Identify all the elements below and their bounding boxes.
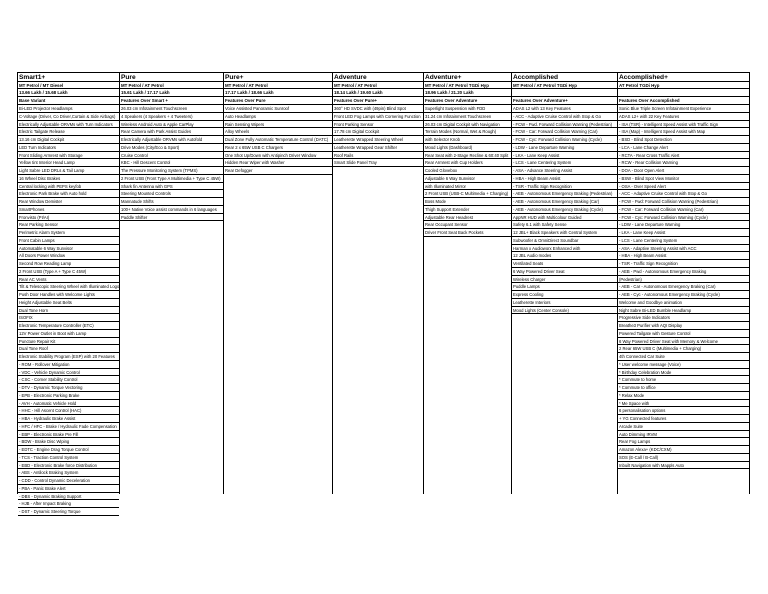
feature-item: - HBA - High Beam Assist	[618, 252, 749, 260]
features-header: Base Variant	[18, 97, 119, 105]
feature-item: Amazon Alexa+ (KDC/CXM)	[618, 446, 749, 454]
feature-item: - EPB - Electronic Parking Brake	[18, 392, 119, 400]
feature-item: Push Door Handles with Welcome Lights	[18, 291, 119, 299]
feature-item: Steering Mounted Controls	[120, 190, 223, 198]
feature-item: - LCS - Lane Centering System	[512, 159, 617, 167]
feature-item: - LDW - Lane Departure Warning	[618, 221, 749, 229]
feature-item: - ISA (Map) - Intelligent Speed Assist with Map	[618, 128, 749, 136]
feature-item: 6 Way Powered Driver Seat	[512, 268, 617, 276]
feature-item: - CDD - Control Dynamic Deceleration	[18, 477, 119, 485]
feature-item: Dual Tone Horn	[18, 307, 119, 315]
feature-item: * User welcome message (Voice)	[618, 361, 749, 369]
feature-item: Central locking with PEPS keyfob	[18, 183, 119, 191]
feature-item: - EDTC - Engine Drag Torque Control	[18, 446, 119, 454]
engine-options: MT Petrol / AT Petrol	[224, 82, 332, 89]
feature-item: - LKA - Lane Keep Assist	[618, 229, 749, 237]
feature-item: - DST - Dynamic Steering Torque	[18, 508, 119, 516]
variant-name: Accomplished	[512, 72, 617, 82]
variant-name: Pure	[120, 72, 223, 82]
feature-item: LED Turn Indicators	[18, 144, 119, 152]
variant-column	[120, 72, 224, 494]
feature-item: ADAS L2+ with 22 Key Features	[618, 113, 749, 121]
feature-item: - AEB - Autonomous Emergency Braking (Cycle)	[512, 206, 617, 214]
feature-item: The Pressure Monitoring System (TPMS)	[120, 167, 223, 175]
feature-item: Progressive Side Indicators	[618, 314, 749, 322]
feature-item: Smart Slide Panel Tray	[333, 159, 423, 167]
feature-item: 12 JBL+ Black Speakers with Central System	[512, 229, 617, 237]
feature-item: AppNR HUD with Multicolour Guided	[512, 214, 617, 222]
feature-item: Rear AC Vents	[18, 276, 119, 284]
variant-column	[224, 72, 333, 494]
features-header: Features Over Pure	[224, 97, 332, 105]
feature-item: Express Cooling	[512, 291, 617, 299]
feature-item: SOS (E-Call / B-Call)	[618, 454, 749, 462]
feature-item: with Illuminated Mirror	[424, 183, 511, 191]
feature-item: - OSA - Over Speed Alert	[618, 183, 749, 191]
feature-item: Rear Seat with 2-Stage Recline & 60:40 Split	[424, 152, 511, 160]
engine-options: MT Petrol / AT Petrol TGDi Hyp	[424, 82, 511, 89]
feature-item: Ventilated Seats	[512, 260, 617, 268]
feature-item: - HBA - High Beam Assist	[512, 175, 617, 183]
feature-item: + YG Connected features	[618, 415, 749, 423]
feature-item: 12 JBL Audio modes	[512, 252, 617, 260]
variant-name: Accomplished+	[618, 72, 749, 82]
feature-item: * Commute to home	[618, 376, 749, 384]
feature-item: - FCW - Cyc: Forward Collision Warning (Cycle)	[618, 214, 749, 222]
feature-item: Electronic Temperature Controller (ETC)	[18, 322, 119, 330]
feature-item: - FCW - Fwd: Forward Collision Warning (Pedestrian)	[618, 198, 749, 206]
feature-item: Arcade Suite	[618, 423, 749, 431]
engine-options: MT Petrol / AT Petrol	[120, 82, 223, 89]
variant-column	[17, 72, 120, 514]
engine-options: AT Petrol TGDi Hyp	[618, 82, 749, 89]
feature-item: Leatherette Interiors	[512, 299, 617, 307]
feature-item: - DTV - Dynamic Torque Vectoring	[18, 384, 119, 392]
feature-item: Terrain Modes (Normal, Wet & Rough)	[424, 128, 511, 136]
feature-item: - FCW - Car: Forward Collision Warning (Car)	[512, 128, 617, 136]
feature-item: 12V Power Outlet in Boot with Lamp	[18, 330, 119, 338]
feature-item: Sonic Blue Triple Screen Infotainment Experience	[618, 105, 749, 113]
feature-item: Rain Sensing Wipers	[224, 121, 332, 129]
feature-item: Night Sabre Bi-LED Bumble Headlamp	[618, 307, 749, 315]
feature-item: - TSR - Traffic Sign Recognition	[618, 260, 749, 268]
feature-item: Rear Defogger	[224, 167, 332, 175]
feature-item: Breathe3 Purifier with AQI Display	[618, 322, 749, 330]
feature-item: - ROM - Rollover Mitigation	[18, 361, 119, 369]
feature-item: Mannatude Shifts	[120, 198, 223, 206]
feature-item: - FCW - Car: Forward Collision Warning (Car)	[618, 206, 749, 214]
feature-item: Leatherette Wrapped Steering Wheel	[333, 136, 423, 144]
feature-item: Front LED Fog Lamps with Cornering Function	[333, 113, 423, 121]
feature-item: Automatable 6 Way Sunvisor	[18, 245, 119, 253]
variant-column	[333, 72, 424, 494]
feature-item: with Selector Knob	[424, 136, 511, 144]
feature-item: 2 Front USB (USB-C Multimedia + Charging)	[424, 190, 511, 198]
feature-item: Cooled Glovebox	[424, 167, 511, 175]
feature-item: All Doors Power Window	[18, 252, 119, 260]
feature-item: Boss Mode	[424, 198, 511, 206]
feature-item: Rear Camera with Park Assist Guides	[120, 128, 223, 136]
feature-item: Wireless Android Auto & Apple CarPlay	[120, 121, 223, 129]
feature-item: Height Adjustable Seat Belts	[18, 299, 119, 307]
feature-item: Second Row Reading Lamp	[18, 260, 119, 268]
feature-item: Driver Front Seat Back Pockets	[424, 229, 511, 237]
price-range	[512, 89, 617, 97]
feature-item: * Birthday Celebration Mode	[618, 369, 749, 377]
feature-item: Mood Lights (Dashboard)	[424, 144, 511, 152]
price-range: 18.14 Lakh / 19.60 Lakh	[333, 89, 423, 97]
feature-item: - AEB - Autonomous Emergency Braking (Pedestrian)	[512, 190, 617, 198]
feature-item: Front Cabin Lamps	[18, 237, 119, 245]
feature-item: - EBP - Electronic Brake Pre Fill	[18, 431, 119, 439]
feature-item: * Commute to office	[618, 384, 749, 392]
feature-item: Safety 6.1 with Safety Sense	[512, 221, 617, 229]
feature-item: - FCW - Cyc: Forward Collision Warning (Cycle)	[512, 136, 617, 144]
feature-item: - AEB - Cyc - Autonomous Emergency Braking (Cycle)	[618, 291, 749, 299]
variant-column	[618, 72, 750, 494]
feature-item: - BSD - Blind Spot Detection	[618, 136, 749, 144]
feature-item: 6 Way Powered Driver Seat with Memory & Welcome	[618, 338, 749, 346]
feature-item: - DOA - Door Open Alert	[618, 167, 749, 175]
feature-item: Yellow tint Interior Head Lamp	[18, 159, 119, 167]
feature-item: Hidden Rear Wiper with Washer	[224, 159, 332, 167]
feature-item: - HHC - Hill Ascent Control (HAC)	[18, 407, 119, 415]
feature-item: - EBD - Electronic Brake force Distribution	[18, 462, 119, 470]
feature-item: - ASA - Advance Steering Assist	[512, 167, 617, 175]
feature-item: - BDW - Brake Disc Wiping	[18, 438, 119, 446]
feature-item: - LDW - Lane Departure Warning	[512, 144, 617, 152]
feature-item: Rear Parking Sensor	[18, 221, 119, 229]
feature-item: Subwoofer & OmniDirect Soundbar	[512, 237, 617, 245]
feature-item: Fronvisto (PI/AI)	[18, 214, 119, 222]
feature-item: KBC - Hill Descent Control	[120, 159, 223, 167]
feature-item: Paddle Shifter	[120, 214, 223, 222]
feature-item: - AEB - Autonomous Emergency Braking (Car)	[512, 198, 617, 206]
feature-item: Electronic Park Brake with Auto hold	[18, 190, 119, 198]
feature-item: Rear Occupant Sensor	[424, 221, 511, 229]
variant-comparison-table	[17, 72, 750, 514]
feature-item: - DBS - Dynamic Braking Support	[18, 493, 119, 501]
feature-item: - TCS - Traction Control System	[18, 454, 119, 462]
feature-item: 31.24 cm Infotainment Touchscreen	[424, 113, 511, 121]
feature-item: - TSR - Traffic Sign Recognition	[512, 183, 617, 191]
variant-column	[424, 72, 512, 494]
feature-item: (Pedestrian)	[618, 276, 749, 284]
price-range: 13.66 Lakh / 15.68 Lakh	[18, 89, 119, 97]
feature-item: - AEB - Pwd - Autonomous Emergency Braking	[618, 268, 749, 276]
feature-item: - LCS - Lane Centering System	[618, 237, 749, 245]
feature-item: Puncture Repair Kit	[18, 338, 119, 346]
feature-item: Puddle Lamps	[512, 283, 617, 291]
feature-item: 13.16 cm Digital Cockpit	[18, 136, 119, 144]
variant-name: Pure+	[224, 72, 332, 82]
feature-item: - AEB - Car - Autonomous Emergency Braking (Car)	[618, 283, 749, 291]
price-range: 15.61 Lakh / 17.17 Lakh	[120, 89, 223, 97]
feature-item: Voice Assisted Panoramic Sunroof	[224, 105, 332, 113]
feature-item: Shark fin Antenna with GPS	[120, 183, 223, 191]
feature-item: Powered Tailgate with Gesture Control	[618, 330, 749, 338]
feature-item: - ABS - Antilock Braking System	[18, 469, 119, 477]
feature-item: ADAS L2 with 13 Key Features	[512, 105, 617, 113]
feature-item: 26.03 cm Infotainment Touchscreen	[120, 105, 223, 113]
feature-item: - VDC - Vehicle Dynamic Control	[18, 369, 119, 377]
feature-item: - RCTA - Rear Cross Traffic Alert	[618, 152, 749, 160]
feature-item: - BSW - Blind Spot View Monitor	[618, 175, 749, 183]
feature-item: 4 Speakers (4 Speakers + 4 Tweeters)	[120, 113, 223, 121]
feature-item: - CSC - Corner Stability Control	[18, 376, 119, 384]
feature-item: Rear Armrest with Cup Holders	[424, 159, 511, 167]
features-header: Features Over Smart +	[120, 97, 223, 105]
feature-item: C-Voltage (Driver, Co Driver,Curtain & Side Airbags)	[18, 113, 119, 121]
feature-item: - ISA (TSR) - Intelligent Speed Assist with Traffic Sign	[618, 121, 749, 129]
feature-item: Adjustable Rear Headrest	[424, 214, 511, 222]
feature-item: Inbuilt Navigation with Mappls Auto	[618, 462, 749, 470]
feature-item: Dual Zone Fully Automatic Temperature Control (DATC)	[224, 136, 332, 144]
features-header: Features Over Accomplished	[618, 97, 749, 105]
feature-item: Perimetric Alarm System	[18, 229, 119, 237]
feature-item: Rear Fog Lamps	[618, 438, 749, 446]
feature-item: - PBA - Panic Brake Alert	[18, 485, 119, 493]
feature-item: Auto Headlamps	[224, 113, 332, 121]
feature-item: Electrically Adjustable ORVMs with Autofold	[120, 136, 223, 144]
feature-item: - ACC - Adaptive Cruise Control with Stop & Go	[618, 190, 749, 198]
feature-item: 16 Wheel Disc Brakes	[18, 175, 119, 183]
feature-item: Rear Window Demister	[18, 198, 119, 206]
feature-item: Dual Tone Roof	[18, 345, 119, 353]
feature-item: Electric Tailgate Release	[18, 128, 119, 136]
feature-item: Wireless Charger	[512, 276, 617, 284]
variant-name: Adventure	[333, 72, 423, 82]
feature-item: Auto Dimming IRVM	[618, 431, 749, 439]
feature-item: Light Sabre LED DRLs & Tail Lamp	[18, 167, 119, 175]
feature-item: Leatherette Wrapped Gear Shifter	[333, 144, 423, 152]
feature-item: Cruise Control	[120, 152, 223, 160]
feature-item: Rear 2 x 65W USB C Chargers	[224, 144, 332, 152]
feature-item: - HBA - Hydraulic Brake Assist	[18, 415, 119, 423]
feature-item: 17.78 cm Digital Cockpit	[333, 128, 423, 136]
engine-options: MT Petrol / AT Petrol TGDi Hyp	[512, 82, 617, 89]
features-header: Features Over Adventure+	[512, 97, 617, 105]
feature-item: Drive Modes (City/Eco & Sport)	[120, 144, 223, 152]
feature-item: Thigh Support Extender	[424, 206, 511, 214]
feature-item: ISOFIX	[18, 314, 119, 322]
feature-item: Roof Rails	[333, 152, 423, 160]
feature-item: Electrically Adjustable ORVMs with Turn Indicators	[18, 121, 119, 129]
feature-item: - HFC / HFC - Brake / Hydraulic Fade Compensation	[18, 423, 119, 431]
feature-item: 6 personalisation options	[618, 407, 749, 415]
feature-item: - LKA - Lane Keep Assist	[512, 152, 617, 160]
price-range: 18.96 Lakh / 21.20 Lakh	[424, 89, 511, 97]
feature-item: 2 Front USB (Type A + Type C 45W)	[18, 268, 119, 276]
feature-item: - HJB - After Impact Braking	[18, 500, 119, 508]
feature-item: Adjustable 6 Way Sunvisor	[424, 175, 511, 183]
feature-item: 360° HD SVDC with (49pin) Blind Spot	[333, 105, 423, 113]
feature-item: 4th Connected Car Suite	[618, 353, 749, 361]
feature-item: * Relax Mode	[618, 392, 749, 400]
variant-column	[512, 72, 618, 494]
feature-item: 26.03 cm Digital Cockpit with Navigation	[424, 121, 511, 129]
price-range	[618, 89, 749, 97]
feature-item: - ACC - Adaptive Cruise Control with Stop & Go	[512, 113, 617, 121]
price-range: 17.17 Lakh / 18.66 Lakh	[224, 89, 332, 97]
features-header: Features Over Adventure	[424, 97, 511, 105]
feature-item: Welcome and Goodbye animation	[618, 299, 749, 307]
feature-item: Bi-LED Projector Headlamps	[18, 105, 119, 113]
feature-item: - ASA - Adaptive Steering Assist with ACC	[618, 245, 749, 253]
feature-item: 2 Rear 65W USB C (Multimedia + Charging)	[618, 345, 749, 353]
feature-item: * Me Space with	[618, 400, 749, 408]
feature-item: 100+ Native Voice assist commands in 6 languages	[120, 206, 223, 214]
feature-item: Harman x Audioworx Enhanced with	[512, 245, 617, 253]
feature-item: - FCW - Fwd. Forward Collision Warning (Pedestrian)	[512, 121, 617, 129]
feature-item: Front Parking Sensor	[333, 121, 423, 129]
feature-item: Tilt & Telescopic Steering Wheel with Illuminated Logo	[19, 284, 120, 290]
feature-item: Superlight Suspension with FDD	[424, 105, 511, 113]
feature-item: - LCA - Lane Change Alert	[618, 144, 749, 152]
feature-item: Mood Lights (Center Console)	[512, 307, 617, 315]
variant-name: Smart1+	[18, 72, 119, 82]
feature-item: SmartPhones	[18, 206, 119, 214]
feature-item: - RCW - Rear Collision Warning	[618, 159, 749, 167]
engine-options: MT Petrol / AT Petrol	[333, 82, 423, 89]
feature-item: Front Sliding Armrest with Storage	[18, 152, 119, 160]
feature-item: One Shot Up/Down with Antipinch Driver Window	[224, 152, 332, 160]
engine-options: MT Petrol / MT Diesel	[18, 82, 119, 89]
feature-item: Electronic Stability Program (ESP) with 20 Features	[18, 353, 119, 361]
feature-item: Alloy Wheels	[224, 128, 332, 136]
feature-item: - AVH - Automatic Vehicle Hold	[18, 400, 119, 408]
feature-item: 2 Front USB (Front Type A Multimedia + Type C 45W)	[120, 175, 223, 183]
features-header: Features Over Pure+	[333, 97, 423, 105]
variant-name: Adventure+	[424, 72, 511, 82]
